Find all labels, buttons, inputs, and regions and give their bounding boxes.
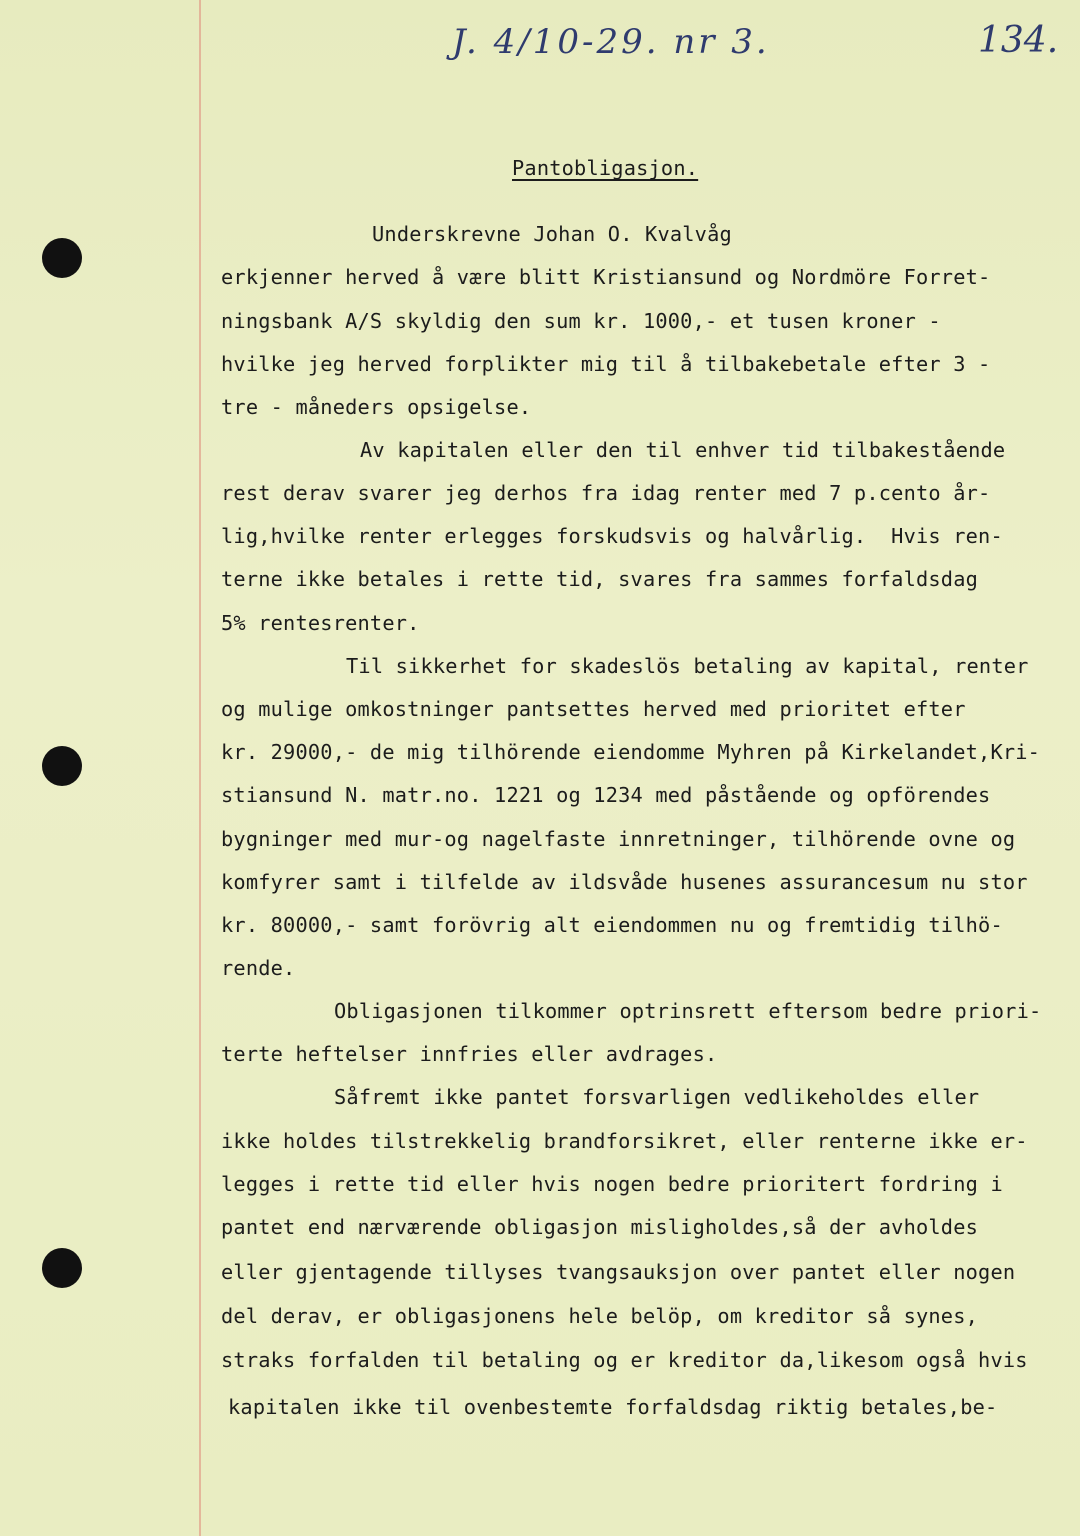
body-line: straks forfalden til betaling og er kreditor da,likesom også hvis [221,1348,1028,1372]
handwritten-date-note: J. 4/10-29. nr 3. [452,22,770,62]
body-line: Underskrevne Johan O. Kvalvåg [372,222,732,246]
body-line: kapitalen ikke til ovenbestemte forfaldsdag riktig betales,be- [228,1395,998,1419]
body-line: terne ikke betales i rette tid, svares fra sammes forfaldsdag [221,567,979,591]
body-line: pantet end nærværende obligasjon misligholdes,så der avholdes [221,1215,979,1239]
body-line: hvilke jeg herved forplikter mig til å tilbakebetale efter 3 - [221,352,991,376]
body-line: bygninger med mur-og nagelfaste innretninger, tilhörende ovne og [221,827,1016,851]
body-line: komfyrer samt i tilfelde av ildsvåde husenes assurancesum nu stor [221,870,1028,894]
body-line: Til sikkerhet for skadeslös betaling av kapital, renter [346,654,1029,678]
body-line: eller gjentagende tillyses tvangsauksjon over pantet eller nogen [221,1260,1016,1284]
body-line: Av kapitalen eller den til enhver tid tilbakestående [360,438,1006,462]
body-line: legges i rette tid eller hvis nogen bedre prioritert fordring i [221,1172,1003,1196]
margin-rule [199,0,201,1536]
body-line: stiansund N. matr.no. 1221 og 1234 med påstående og opförendes [221,783,991,807]
punch-hole [42,1248,82,1288]
body-line: lig,hvilke renter erlegges forskudsvis og halvårlig. Hvis ren- [221,524,1003,548]
body-line: erkjenner herved å være blitt Kristiansund og Nordmöre Forret- [221,265,991,289]
body-line: kr. 80000,- samt forövrig alt eiendommen nu og fremtidig tilhö- [221,913,1003,937]
body-line: del derav, er obligasjonens hele belöp, om kreditor så synes, [221,1304,979,1328]
body-line: tre - måneders opsigelse. [221,395,532,419]
body-line: rest derav svarer jeg derhos fra idag renter med 7 p.cento år- [221,481,991,505]
body-line: ningsbank A/S skyldig den sum kr. 1000,- et tusen kroner - [221,309,941,333]
body-line: og mulige omkostninger pantsettes herved med prioritet efter [221,697,966,721]
body-line: rende. [221,956,296,980]
body-line: 5% rentesrenter. [221,611,420,635]
body-line: ikke holdes tilstrekkelig brandforsikret, eller renterne ikke er- [221,1129,1028,1153]
body-line: Obligasjonen tilkommer optrinsrett eftersom bedre priori- [334,999,1042,1023]
handwritten-page-number: 134. [978,20,1059,61]
body-line: terte heftelser innfries eller avdrages. [221,1042,718,1066]
punch-hole [42,746,82,786]
body-line: Såfremt ikke pantet forsvarligen vedlikeholdes eller [334,1085,980,1109]
body-line: kr. 29000,- de mig tilhörende eiendomme Myhren på Kirkelandet,Kri- [221,740,1041,764]
document-title: Pantobligasjon. [512,156,699,180]
punch-hole [42,238,82,278]
